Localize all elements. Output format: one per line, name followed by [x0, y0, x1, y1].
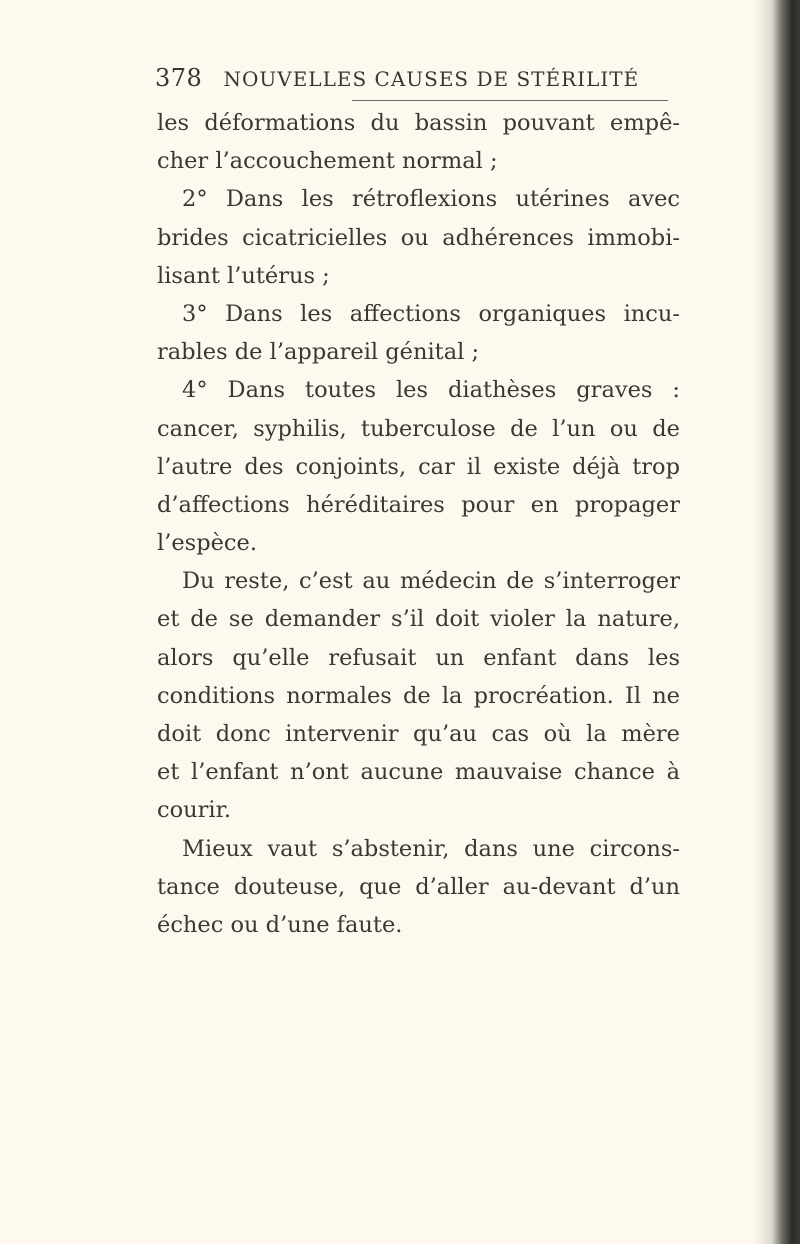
text-line: l’espèce.	[157, 530, 257, 557]
text-line: l’autre des conjoints, car il existe déjà trop	[157, 453, 680, 480]
text-line: d’affections héréditaires pour en propager	[157, 491, 680, 518]
body-text	[157, 104, 680, 944]
text-line: les déformations du bassin pouvant empê-	[157, 110, 680, 136]
text-line: cancer, syphilis, tuberculose de l’un ou de	[157, 415, 680, 442]
text-line: rables de l’appareil génital ;	[157, 339, 480, 366]
text-line: courir.	[157, 797, 232, 824]
text-line: tance douteuse, que d’aller au-devant d’un	[157, 873, 680, 900]
list-item-4: 4° Dans toutes les diathèses graves :	[182, 377, 680, 404]
text-line: échec ou d’une faute.	[157, 911, 403, 938]
list-item-2: 2° Dans les rétroflexions utérines avec	[182, 186, 680, 213]
running-header	[155, 64, 675, 92]
text-line: doit donc intervenir qu’au cas où la mère	[157, 721, 680, 747]
text-line: lisant l’utérus ;	[157, 262, 330, 289]
paragraph-start: Mieux vaut s’abstenir, dans une circons-	[182, 835, 680, 862]
book-page-edge	[760, 0, 800, 1244]
text-line: brides cicatricielles ou adhérences immobi-	[157, 224, 680, 251]
list-item-3: 3° Dans les affections organiques incu-	[182, 300, 680, 327]
text-line: cher l’accouchement normal ;	[157, 148, 498, 175]
paragraph-start: Du reste, c’est au médecin de s’interroger	[182, 568, 680, 595]
text-line: conditions normales de la procréation. Il ne	[157, 682, 680, 709]
header-rule	[352, 100, 668, 101]
text-line: et l’enfant n’ont aucune mauvaise chance à	[157, 759, 680, 786]
running-title: NOUVELLES CAUSES DE STÉRILITÉ	[223, 67, 640, 91]
text-line: et de se demander s’il doit violer la nature,	[157, 606, 680, 633]
text-line: alors qu’elle refusait un enfant dans les	[157, 644, 680, 671]
page-number: 378	[155, 64, 203, 92]
